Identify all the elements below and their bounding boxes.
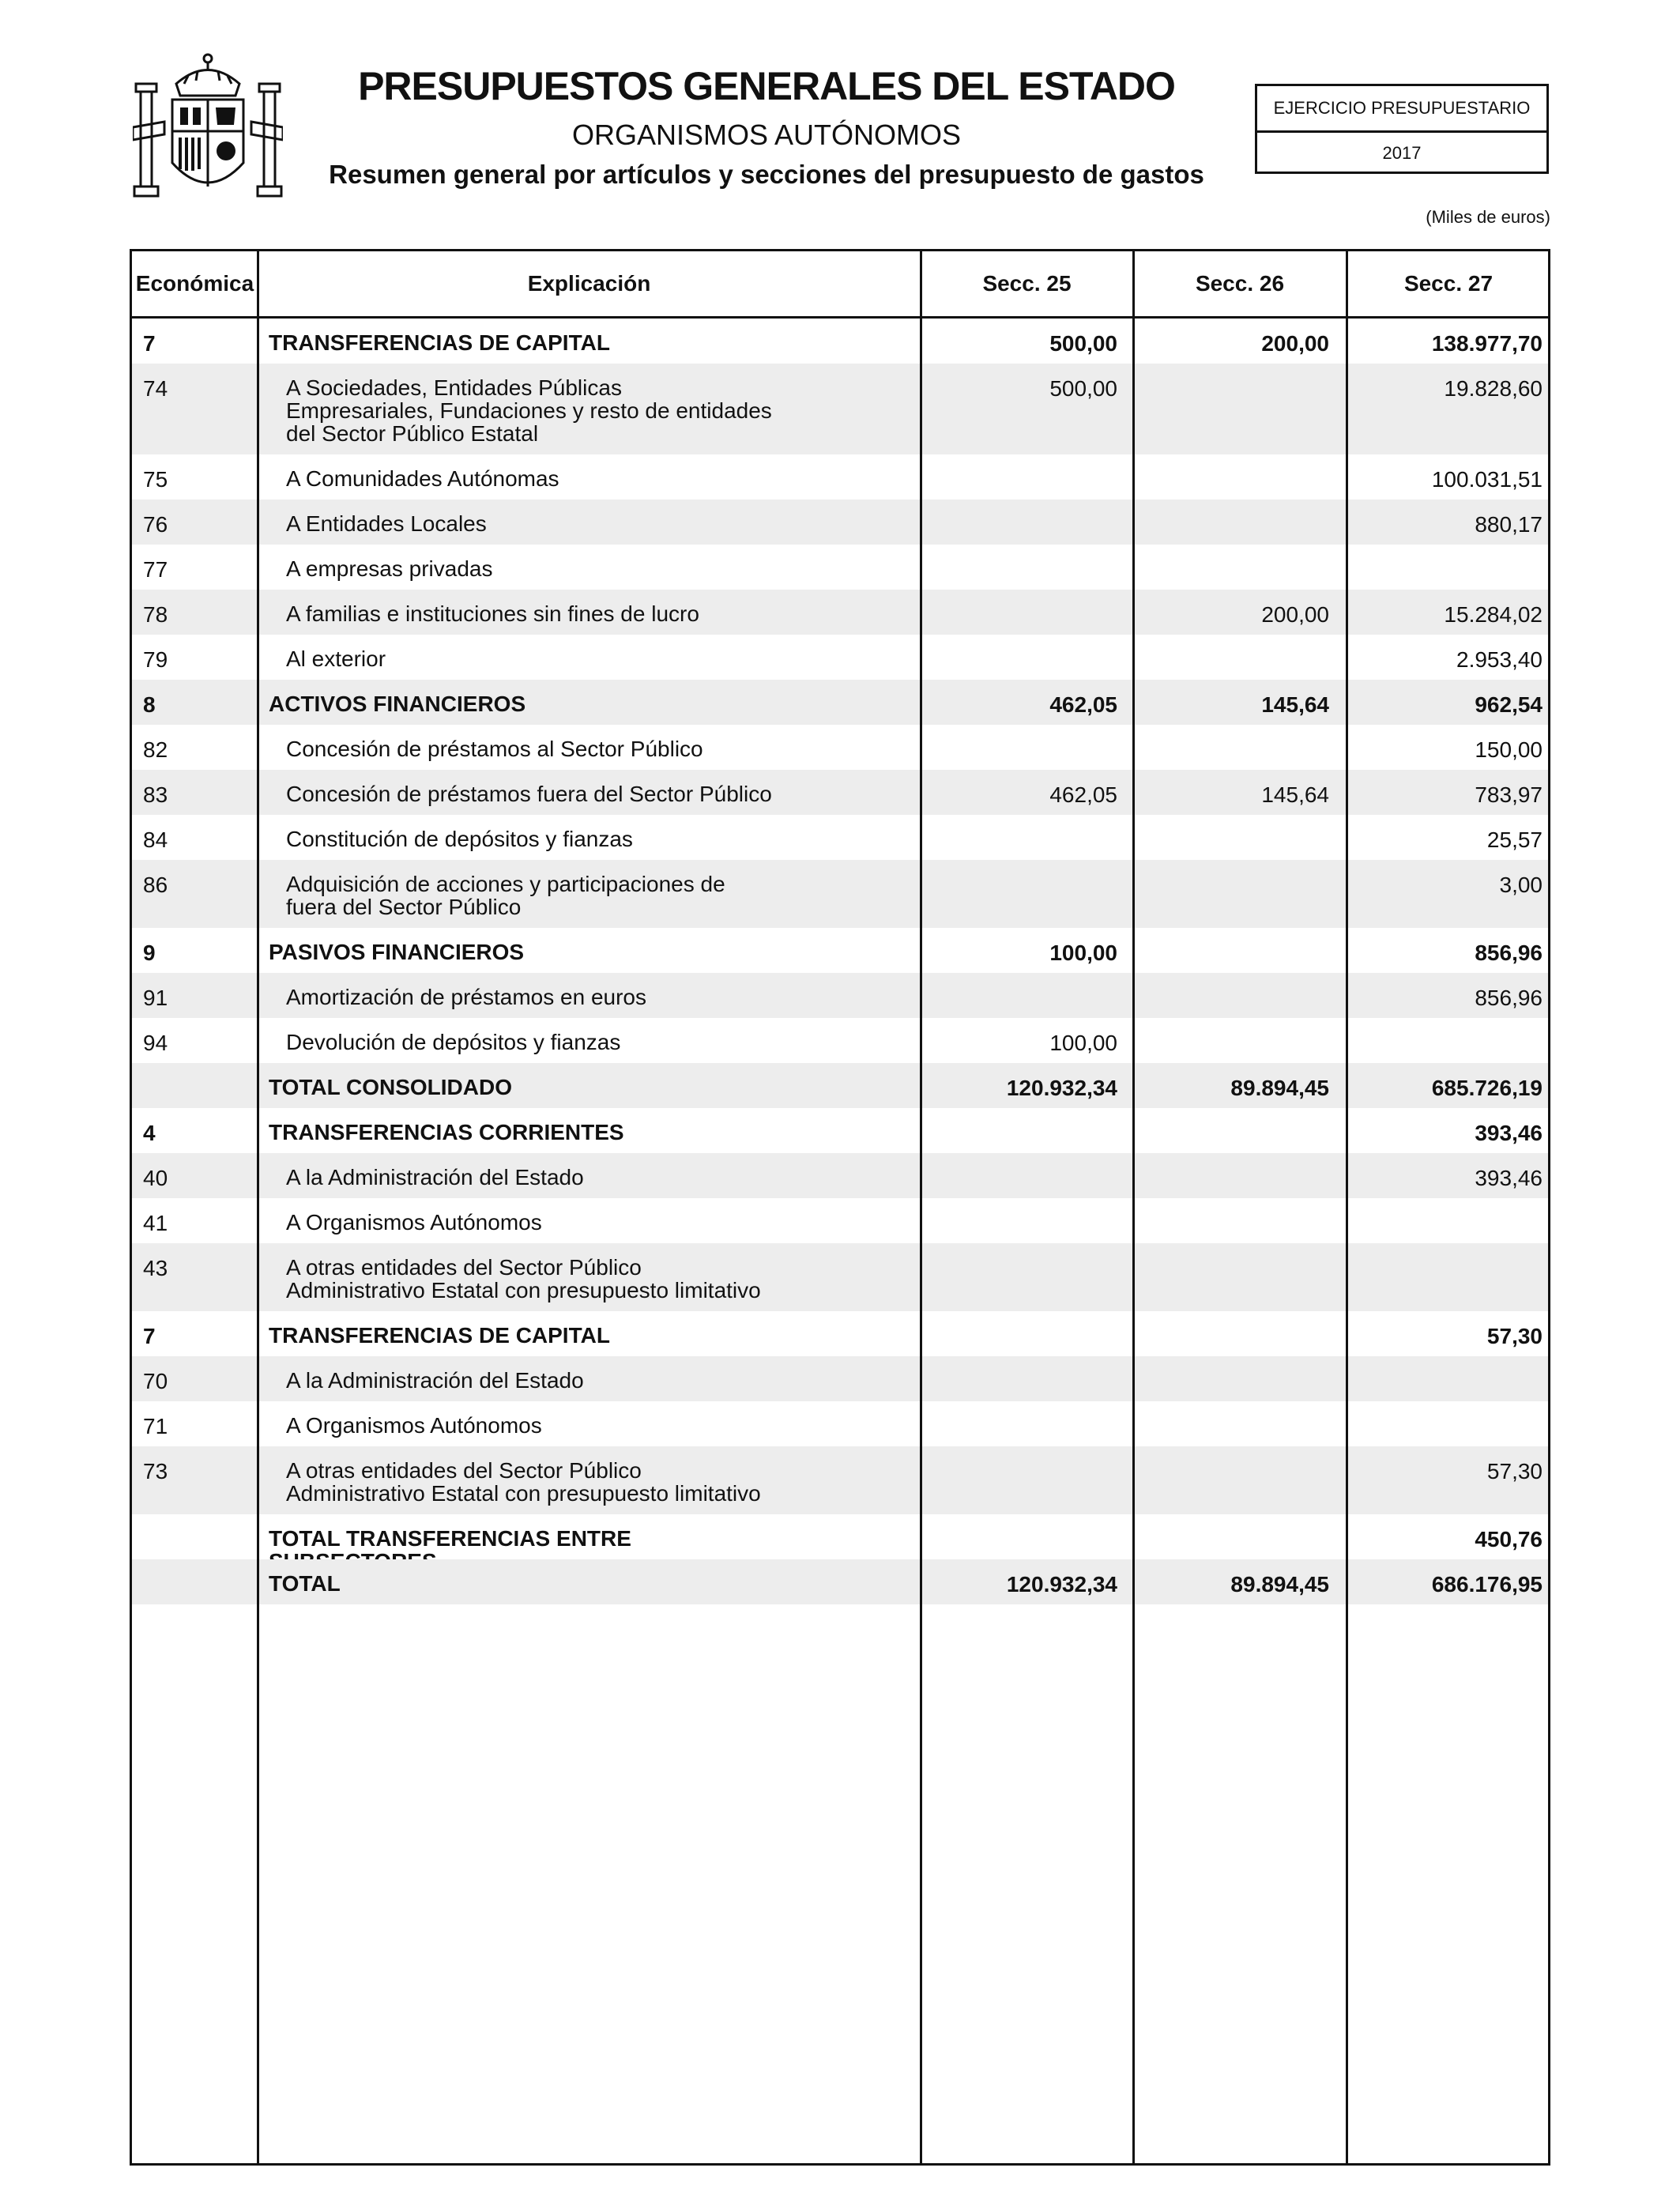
cell-explicacion: A Entidades Locales [286,511,487,536]
column-header-explicacion: Explicación [527,271,651,296]
cell-explicacion: ACTIVOS FINANCIEROS [269,692,526,716]
cell-secc-26: 89.894,45 [1230,1076,1329,1100]
exercise-year: 2017 [1382,143,1422,163]
cell-economica: 4 [143,1121,156,1145]
cell-explicacion: TOTAL TRANSFERENCIAS ENTRE [269,1526,631,1551]
table-row [132,545,1548,590]
column-header-secc-26: Secc. 26 [1195,271,1285,296]
cell-explicacion: TOTAL [269,1571,341,1596]
cell-secc-27: 856,96 [1475,986,1543,1010]
cell-secc-27: 880,17 [1475,512,1543,537]
cell-economica: 7 [143,1324,156,1348]
table-row [132,860,1548,928]
cell-secc-25: 120.932,34 [1006,1076,1117,1100]
table-row [132,1311,1548,1356]
cell-economica: 76 [143,512,168,537]
cell-secc-25: 500,00 [1049,376,1117,401]
table-body [132,319,1548,1604]
table-row [132,1108,1548,1153]
page-description: Resumen general por artículos y secciones del presupuesto de gastos [329,160,1204,189]
cell-secc-27: 138.977,70 [1431,331,1543,356]
cell-explicacion: Devolución de depósitos y fianzas [286,1030,621,1054]
cell-secc-27: 100.031,51 [1431,467,1543,492]
cell-explicacion: TOTAL CONSOLIDADO [269,1075,512,1099]
table-row [132,1559,1548,1604]
table-row [132,973,1548,1018]
table-row [132,815,1548,860]
cell-economica: 70 [143,1369,168,1393]
cell-secc-27: 19.828,60 [1444,376,1543,401]
cell-secc-25: 100,00 [1049,1031,1117,1055]
cell-economica: 41 [143,1211,168,1235]
cell-economica: 40 [143,1166,168,1190]
cell-economica: 83 [143,782,168,807]
cell-economica: 79 [143,647,168,672]
table-row [132,1401,1548,1446]
cell-explicacion: Al exterior [286,647,386,671]
cell-secc-27: 450,76 [1475,1527,1543,1551]
cell-secc-25: 462,05 [1049,782,1117,807]
cell-secc-27: 685.726,19 [1431,1076,1543,1100]
cell-economica: 71 [143,1414,168,1438]
table-row [132,1446,1548,1514]
cell-economica: 7 [143,331,156,356]
cell-explicacion: A la Administración del Estado [286,1165,584,1189]
cell-secc-26: 145,64 [1261,782,1329,807]
cell-explicacion: A Sociedades, Entidades Públicas Empresariales, Fundaciones y resto de entidades del Sector Público Estatal [286,375,772,446]
cell-secc-27: 25,57 [1486,827,1543,852]
cell-economica: 86 [143,873,168,897]
table-row [132,1243,1548,1311]
cell-economica: 8 [143,692,156,717]
table-row [132,499,1548,545]
cell-explicacion: Constitución de depósitos y fianzas [286,827,633,851]
units-note: (Miles de euros) [1426,207,1550,227]
table-row [132,1063,1548,1108]
exercise-box [1255,84,1549,174]
exercise-label: EJERCICIO PRESUPUESTARIO [1257,86,1546,133]
cell-explicacion: A la Administración del Estado [286,1368,584,1393]
cell-economica: 82 [143,737,168,762]
cell-secc-25: 120.932,34 [1006,1572,1117,1596]
cell-secc-26: 145,64 [1261,692,1329,717]
cell-economica: 9 [143,941,156,965]
table-row [132,1018,1548,1063]
cell-secc-27: 150,00 [1475,737,1543,762]
cell-explicacion: A Organismos Autónomos [286,1413,542,1438]
cell-economica: 75 [143,467,168,492]
cell-economica: 78 [143,602,168,627]
cell-explicacion: A empresas privadas [286,556,493,581]
table-row [132,1356,1548,1401]
cell-secc-27: 393,46 [1475,1166,1543,1190]
cell-economica: 84 [143,827,168,852]
cell-explicacion: TRANSFERENCIAS CORRIENTES [269,1120,624,1144]
cell-secc-27: 783,97 [1475,782,1543,807]
cell-secc-27: 686.176,95 [1431,1572,1543,1596]
column-header-secc-25: Secc. 25 [982,271,1072,296]
page-title: PRESUPUESTOS GENERALES DEL ESTADO [358,64,1175,108]
table-row [132,1153,1548,1198]
column-divider [1346,251,1348,2163]
table-header [132,251,1548,319]
cell-explicacion: A Comunidades Autónomas [286,466,559,491]
cell-secc-26: 200,00 [1261,331,1329,356]
cell-economica: 91 [143,986,168,1010]
cell-explicacion: PASIVOS FINANCIEROS [269,940,525,964]
cell-secc-27: 2.953,40 [1456,647,1543,672]
cell-explicacion: A otras entidades del Sector Público Administrativo Estatal con presupuesto limitativo [286,1255,761,1302]
cell-secc-27: 57,30 [1486,1324,1543,1348]
table-row [132,680,1548,725]
cell-explicacion: TRANSFERENCIAS DE CAPITAL [269,330,610,355]
cell-secc-27: 15.284,02 [1444,602,1543,627]
cell-explicacion: A otras entidades del Sector Público Administrativo Estatal con presupuesto limitativo [286,1458,761,1506]
cell-secc-26: 89.894,45 [1230,1572,1329,1596]
cell-economica: 94 [143,1031,168,1055]
table-row [132,590,1548,635]
cell-secc-27: 3,00 [1499,873,1543,897]
cell-secc-25: 100,00 [1049,941,1117,965]
cell-secc-26: 200,00 [1261,602,1329,627]
table-row [132,454,1548,499]
cell-explicacion: A Organismos Autónomos [286,1210,542,1235]
cell-secc-25: 462,05 [1049,692,1117,717]
budget-table [130,249,1550,2166]
cell-explicacion: Concesión de préstamos al Sector Público [286,737,703,761]
cell-secc-27: 856,96 [1475,941,1543,965]
cell-explicacion: A familias e instituciones sin fines de lucro [286,601,699,626]
cell-secc-27: 393,46 [1475,1121,1543,1145]
column-divider [1132,251,1135,2163]
cell-economica: 43 [143,1256,168,1280]
cell-secc-27: 57,30 [1486,1459,1543,1483]
column-header-secc-27: Secc. 27 [1403,271,1494,296]
table-row [132,725,1548,770]
cell-secc-25: 500,00 [1049,331,1117,356]
table-row [132,635,1548,680]
table-row [132,319,1548,364]
table-row [132,928,1548,973]
table-row [132,770,1548,815]
cell-explicacion: TRANSFERENCIAS DE CAPITAL [269,1323,610,1348]
cell-economica: 74 [143,376,168,401]
column-divider [920,251,922,2163]
cell-economica: 77 [143,557,168,582]
cell-explicacion: Amortización de préstamos en euros [286,985,646,1009]
page-subtitle: ORGANISMOS AUTÓNOMOS [571,119,962,151]
column-divider [257,251,259,2163]
cell-explicacion: Adquisición de acciones y participaciones de fuera del Sector Público [286,872,725,919]
table-row [132,1198,1548,1243]
table-row [132,364,1548,454]
cell-explicacion: Concesión de préstamos fuera del Sector Público [286,782,772,806]
column-header-economica: Económica [135,271,254,296]
cell-economica: 73 [143,1459,168,1483]
table-row [132,1514,1548,1559]
cell-secc-27: 962,54 [1475,692,1543,717]
